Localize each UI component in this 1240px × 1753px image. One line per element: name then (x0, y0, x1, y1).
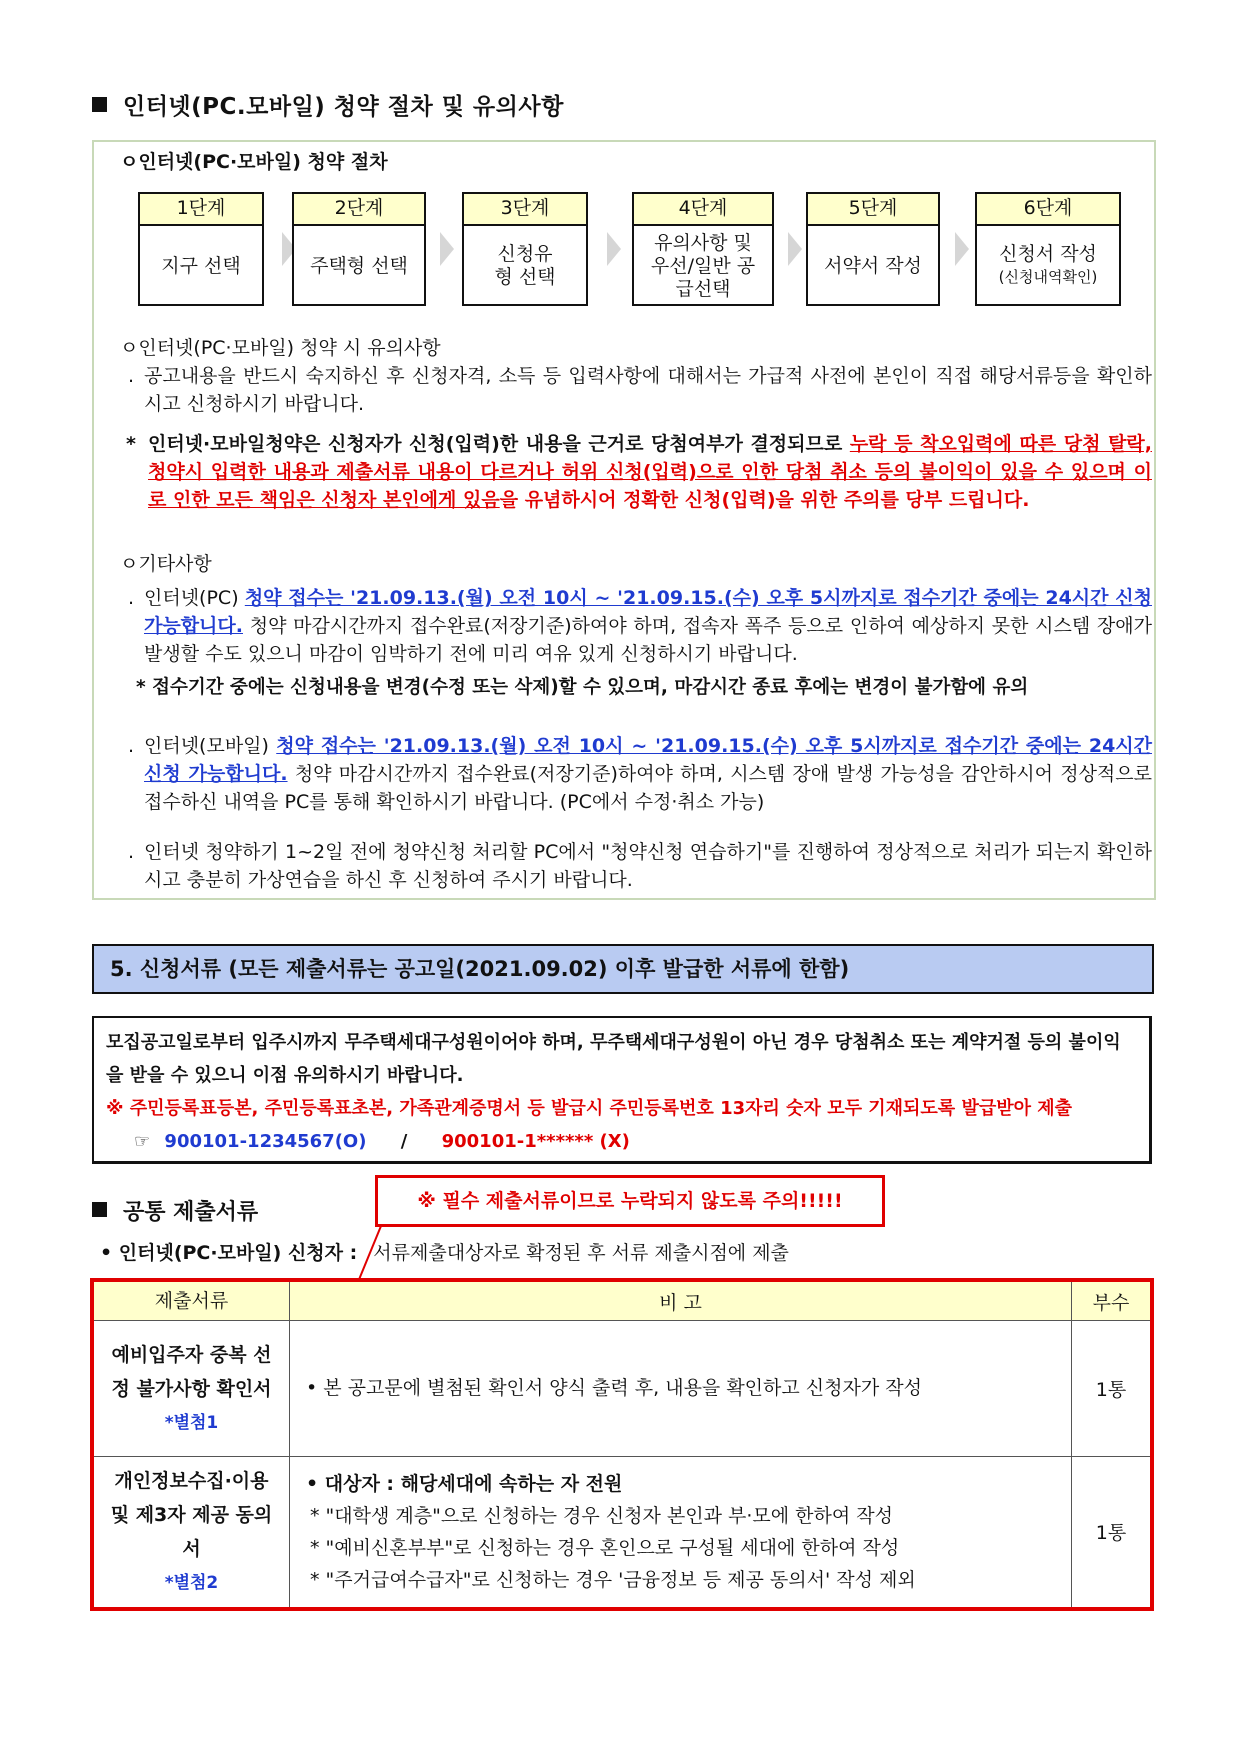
step-1: 1단계 지구 선택 (138, 192, 264, 306)
square-bullet-icon (92, 97, 107, 112)
misc-mobile-paragraph: . 인터넷(모바일) 청약 접수는 '21.09.13.(월) 오전 10시 ~ '21.09.15.(수) 오후 5시까지로 접수기간 중에는 24시간 신청 가능합니다. 청약 마감시간까지 접수완료(저장기준)하여야 하며, 시스템 장애 발생 가능성을 감안하시어 정상적으로 접수하신 내역을 PC를 통해 확인하시기 바랍니다. (PC에서 수정·취소 가능) (128, 735, 1152, 813)
step-4: 4단계 유의사항 및 우선/일반 공급선택 (632, 192, 774, 306)
step-arrow-icon (955, 232, 969, 266)
square-bullet-icon (92, 1202, 107, 1217)
step-5: 5단계 서약서 작성 (806, 192, 940, 306)
pointing-hand-icon: ☞ (134, 1131, 151, 1152)
common-docs-title: 공통 제출서류 (92, 1195, 258, 1226)
step-2: 2단계 주택형 선택 (292, 192, 426, 306)
id-number-example: ☞ 900101-1234567(O) / 900101-1****** (X) (134, 1131, 630, 1152)
required-docs-warning: ※ 필수 제출서류이므로 누락되지 않도록 주의!!!!! (375, 1175, 885, 1227)
section-title: 인터넷(PC.모바일) 청약 절차 및 유의사항 (92, 88, 564, 121)
misc-heading: ㅇ기타사항 (120, 553, 212, 575)
misc-pc-note: * 접수기간 중에는 신청내용을 변경(수정 또는 삭제)할 수 있으며, 마감시간 종료 후에는 변경이 불가함에 유의 (136, 677, 1029, 698)
cautions-paragraph: . 공고내용을 반드시 숙지하신 후 신청자격, 소득 등 입력사항에 대해서는 가급적 사전에 본인이 직접 해당서류등을 확인하시고 신청하시기 바랍니다. (128, 365, 1152, 415)
step-arrow-icon (788, 232, 802, 266)
common-docs-table (90, 1278, 1154, 1611)
section5-title: 5. 신청서류 (모든 제출서류는 공고일(2021.09.02) 이후 발급한 서류에 한함) (92, 944, 1154, 994)
cautions-warning: * 인터넷·모바일청약은 신청자가 신청(입력)한 내용을 근거로 당첨여부가 결정되므로 누락 등 착오입력에 따른 당첨 탈락, 청약시 입력한 내용과 제출서류 내용이 다르거나 허위 신청(입력)으로 인한 당첨 취소 등의 불이익이 있을 수 있으며 이로 인한 모든 책임은 신청자 본인에게 있음을 유념하시어 정확한 신청(입력)을 위한 주의를 당부 드립니다. (126, 433, 1152, 511)
procedure-heading: ㅇ인터넷(PC·모바일) 청약 절차 (120, 151, 388, 173)
step-3: 3단계 신청유형 선택 (462, 192, 588, 306)
section5-notice: 모집공고일로부터 입주시까지 무주택세대구성원이어야 하며, 무주택세대구성원이 아닌 경우 당첨취소 또는 계약거절 등의 불이익을 받을 수 있으니 이점 유의하시기 바랍니다. ※ 주민등록표등본, 주민등록표초본, 가족관계증명서 등 발급시 주민등록번호 13자리 숫자 모두 기재되도록 발급받아 제출 ☞ 900101-1234567(O) / 900101-1****** (X) (92, 1016, 1152, 1164)
table-row: 개인정보수집·이용 및 제3자 제공 동의서 *별첨2 • 대상자 : 해당세대에 속하는 자 전원 * "대학생 계층"으로 신청하는 경우 신청자 본인과 부·모에 한하여 작성 * "예비신혼부부"로 신청하는 경우 혼인으로 구성될 세대에 한하여 작성 * "주거급여수급자"로 신청하는 경우 '금융정보 등 제공 동의서' 작성 제외 1통 (92, 1457, 1152, 1609)
step-6: 6단계 신청서 작성 (신청내역확인) (975, 192, 1121, 306)
step-arrow-icon (440, 232, 454, 266)
misc-pc-paragraph: . 인터넷(PC) 청약 접수는 '21.09.13.(월) 오전 10시 ~ '21.09.15.(수) 오후 5시까지로 접수기간 중에는 24시간 신청 가능합니다. 청약 마감시간까지 접수완료(저장기준)하여야 하며, 접속자 폭주 등으로 인하여 예상하지 못한 시스템 장애가 발생할 수도 있으니 마감이 임박하기 전에 미리 여유 있게 신청하시기 바랍니다. (128, 587, 1152, 665)
table-row: 예비입주자 중복 선정 불가사항 확인서 *별첨1 • 본 공고문에 별첨된 확인서 양식 출력 후, 내용을 확인하고 신청자가 작성 1통 (92, 1321, 1152, 1457)
misc-practice-paragraph: . 인터넷 청약하기 1~2일 전에 청약신청 처리할 PC에서 "청약신청 연습하기"를 진행하여 정상적으로 처리가 되는지 확인하시고 충분히 가상연습을 하신 후 신청하여 주시기 바랍니다. (128, 841, 1152, 891)
cautions-heading: ㅇ인터넷(PC·모바일) 청약 시 유의사항 (120, 337, 441, 359)
table-header-row: 제출서류 비 고 부수 (92, 1280, 1152, 1321)
applicant-line: • 인터넷(PC·모바일) 신청자 : 서류제출대상자로 확정된 후 서류 제출시점에 제출 (100, 1242, 789, 1264)
step-arrow-icon (607, 232, 621, 266)
